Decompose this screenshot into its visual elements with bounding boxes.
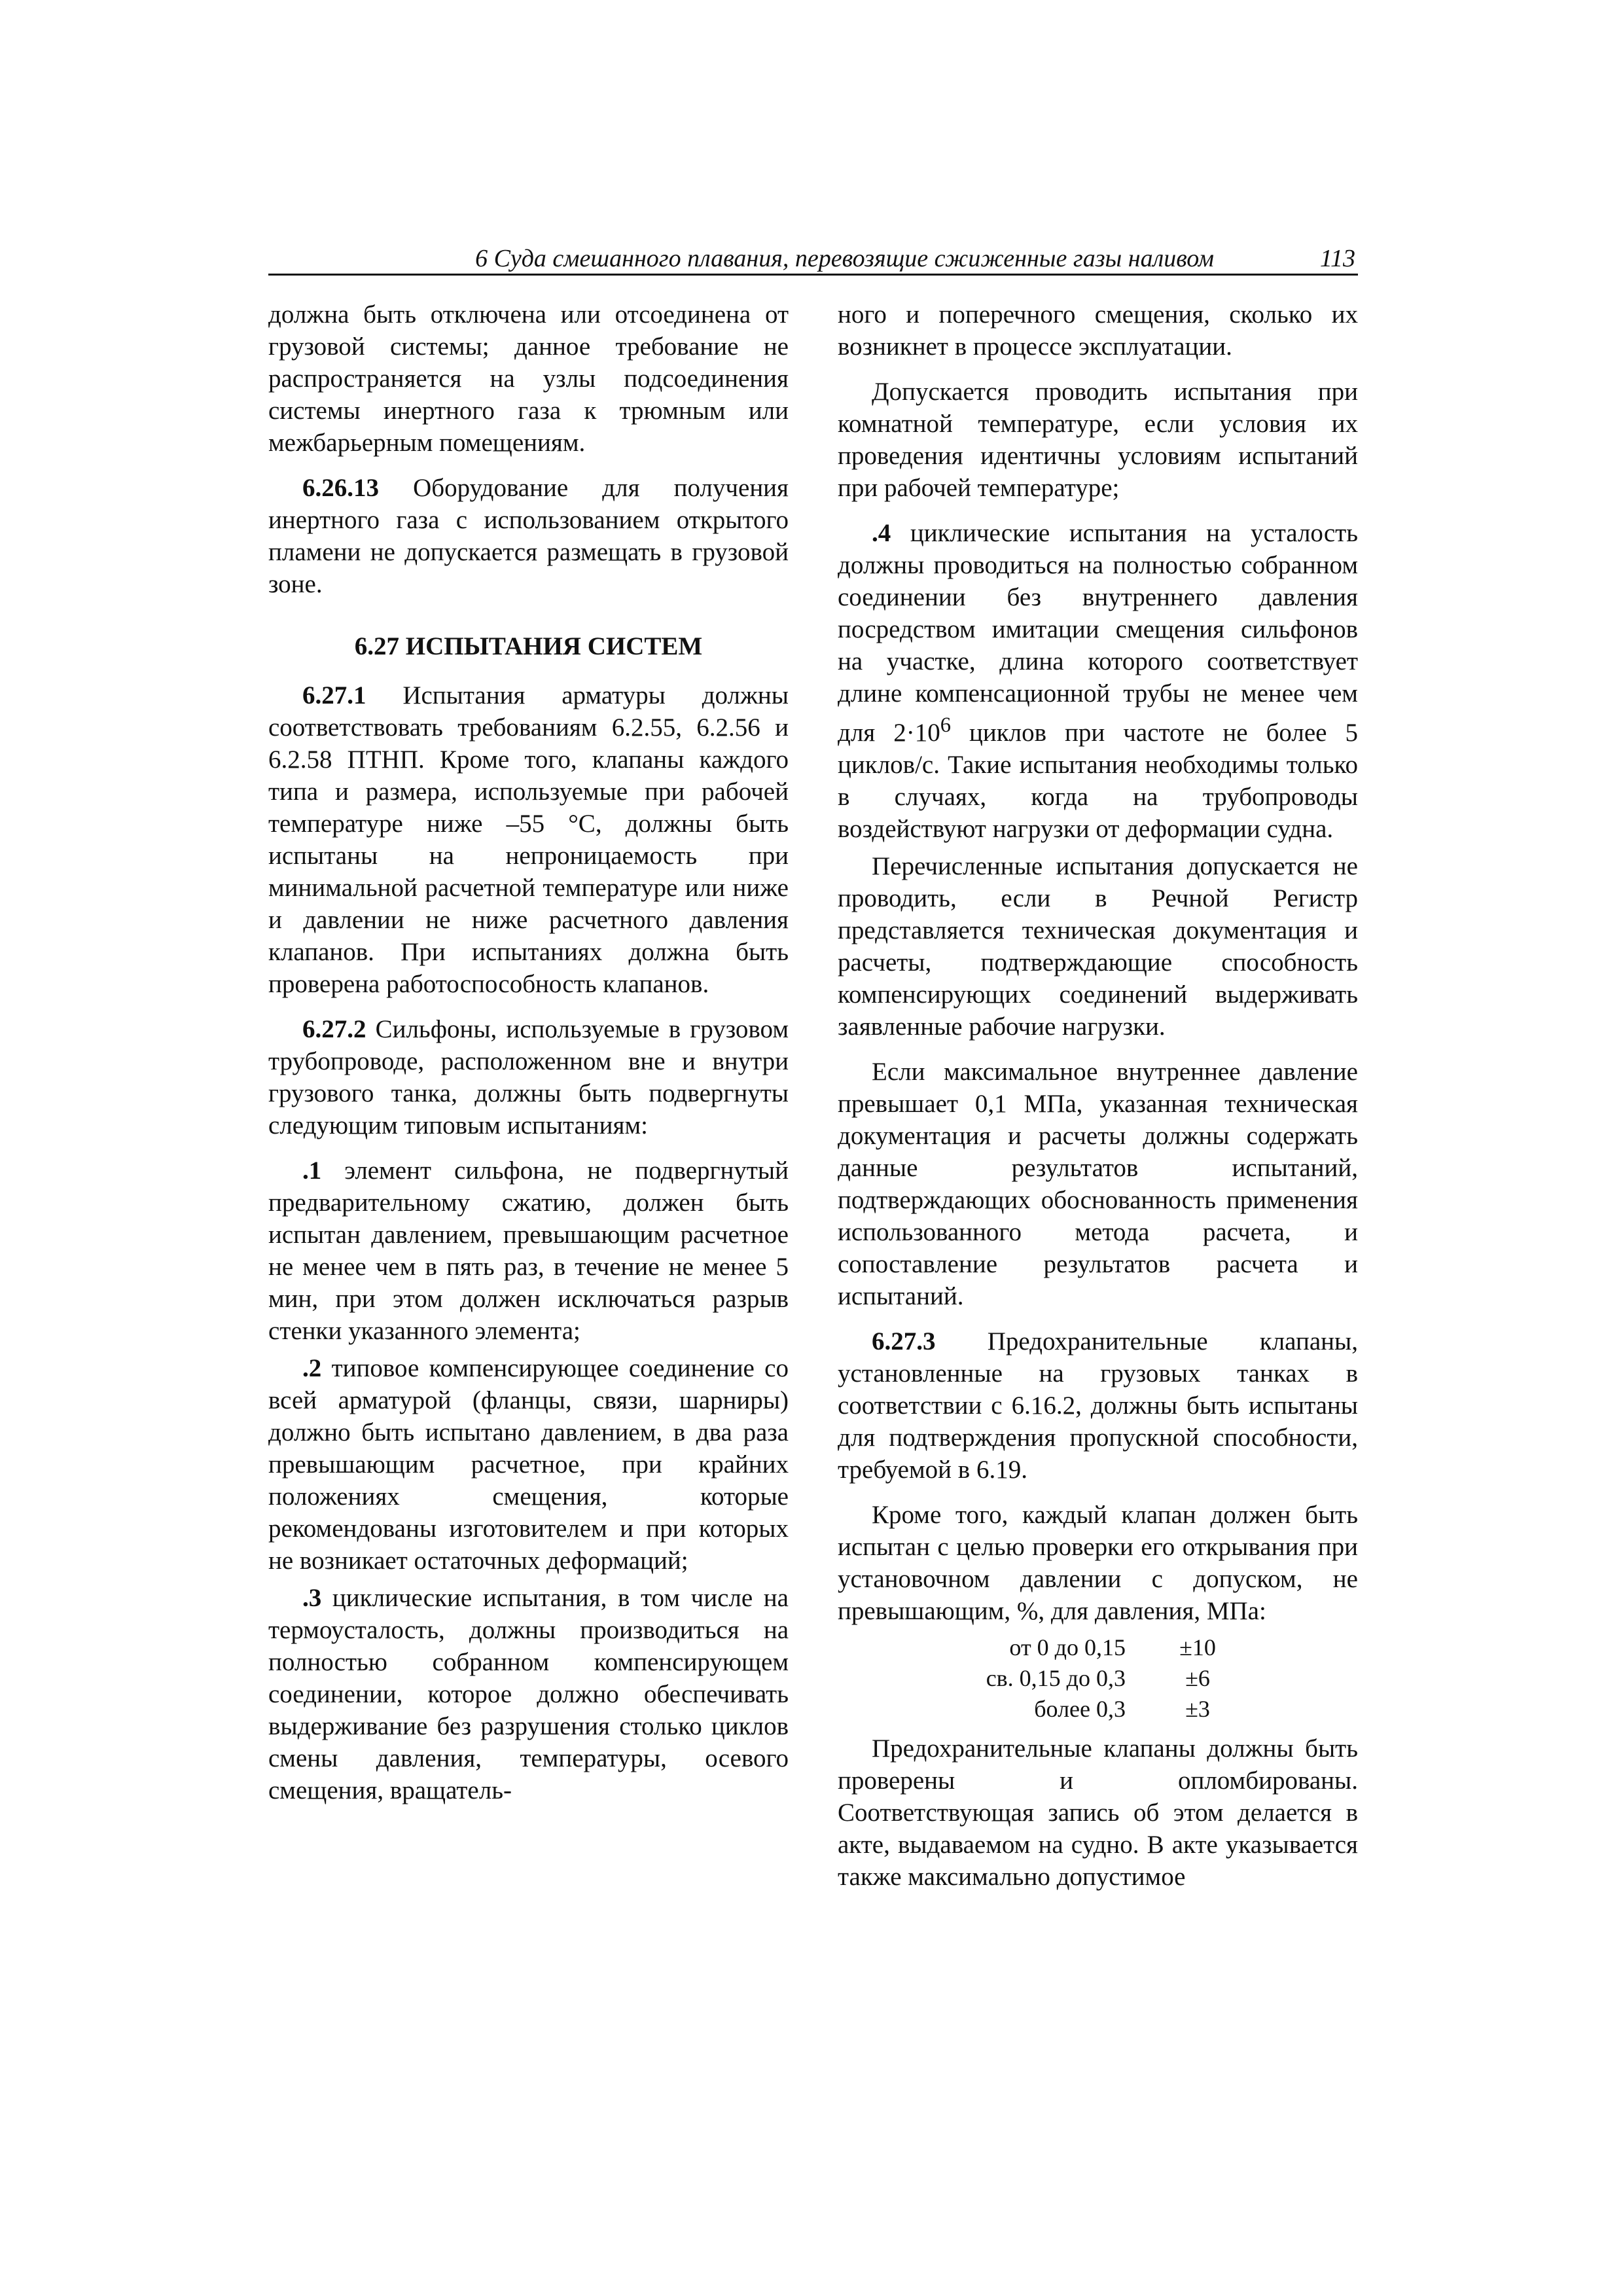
running-header: [268, 237, 1358, 276]
pressure-range: св. 0,15 до 0,3: [986, 1665, 1126, 1691]
clause-number: 6.27.3: [872, 1327, 936, 1355]
left-column: [268, 298, 789, 1812]
item-text: циклические испытания на усталость должны проводиться на полностью собранном соединении без внутреннего давления посредством имитации смещения сильфонов на участке, длина которого соответствует длине компенсационной трубы не менее чем для 2·10: [838, 519, 1359, 747]
right-column: [838, 298, 1358, 1906]
tolerance-value: ±3: [1185, 1696, 1210, 1722]
tolerance-row: [838, 1694, 1358, 1725]
clause-text: Сильфоны, используемые в грузовом трубопроводе, расположенном вне и внутри грузового танка, должны быть подвергнуты следующим типовым испытаниям:: [268, 1015, 789, 1139]
paragraph-6-27-1: [268, 679, 789, 1000]
item-number: .3: [302, 1584, 322, 1612]
paragraph: Если максимальное внутреннее давление превышает 0,1 МПа, указанная техническая документация и расчеты должны содержать данные результатов испытаний, подтверждающих обоснованность применения использованного метода расчета, и сопоставление результатов расчета и испытаний.: [838, 1058, 1358, 1310]
item-text: элемент сильфона, не подвергнутый предварительному сжатию, должен быть испытан давлением, превышающим расчетное не менее чем в пять раз, в течение не менее 5 мин, при этом должен исключаться разрыв стенки указанного элемента;: [268, 1157, 789, 1345]
list-item-1: [268, 1155, 789, 1347]
paragraph: Допускается проводить испытания при комнатной температуре, если условия их проведения идентичны условиям испытаний при рабочей температуре;: [838, 378, 1358, 502]
paragraph-6-27-3: [838, 1325, 1358, 1486]
list-item-3: [268, 1582, 789, 1806]
item-text: циклов при частоте не более 5 циклов/с. Такие испытания необходимы только в случаях, когда на трубопроводы воздействуют нагрузки от деформации судна.: [838, 719, 1358, 843]
clause-number: 6.27.2: [302, 1015, 366, 1043]
page-number: 113: [1319, 245, 1355, 272]
tolerance-row: [838, 1663, 1358, 1694]
list-item-4: [838, 517, 1358, 845]
item-text: циклические испытания, в том числе на термоусталость, должны производиться на полностью собранном компенсирующем соединении, которое должно обеспечивать выдерживание без разрушения столько циклов смены давления, температуры, осевого смещения, вращатель-: [268, 1584, 789, 1804]
tolerance-table: [838, 1632, 1358, 1725]
list-item-2: [268, 1352, 789, 1577]
item-number: .4: [872, 519, 891, 547]
paragraph: Кроме того, каждый клапан должен быть испытан с целью проверки его открывания при установочном давлении с допуском, не превышающим, %, для давления, МПа:: [838, 1501, 1358, 1625]
paragraph: Перечисленные испытания допускается не проводить, если в Речной Регистр представляется техническая документация и расчеты, подтверждающие способность компенсирующих соединений выдерживать заявленные рабочие нагрузки.: [838, 852, 1358, 1041]
paragraph: Предохранительные клапаны должны быть проверены и опломбированы. Соответствующая запись об этом делается в акте, выдаваемом на судно. В акте указывается также максимально допустимое: [838, 1734, 1358, 1891]
tolerance-row: [838, 1632, 1358, 1663]
item-text: типовое компенсирующее соединение со всей арматурой (фланцы, связи, шарниры) должно быть испытано давлением, в два раза превышающим расчетное, при крайних положениях смещения, которые рекомендованы изготовителем и при которых не возникает остаточных деформаций;: [268, 1354, 789, 1575]
paragraph-continued: должна быть отключена или отсоединена от грузовой системы; данное требование не распространяется на узлы подсоединения системы инертного газа к трюмным или межбарьерным помещениям.: [268, 300, 789, 457]
paragraph-6-27-2: [268, 1013, 789, 1141]
tolerance-value: ±6: [1185, 1665, 1210, 1691]
pressure-range: более 0,3: [1034, 1696, 1126, 1722]
pressure-range: от 0 до 0,15: [1009, 1634, 1126, 1660]
item-number: .2: [302, 1354, 322, 1382]
clause-text: Предохранительные клапаны, установленные на грузовых танках в соответствии с 6.16.2, должны быть испытаны для подтверждения пропускной способности, требуемой в 6.19.: [838, 1327, 1358, 1484]
clause-number: 6.27.1: [302, 681, 366, 709]
clause-text: Испытания арматуры должны соответствовать требованиям 6.2.55, 6.2.56 и 6.2.58 ПТНП. Кроме того, клапаны каждого типа и размера, используемые при рабочей температуре ниже –55 °С, должны быть испытаны на непроницаемость при минимальной расчетной температуре или ниже и давлении не ниже расчетного давления клапанов. При испытаниях должна быть проверена работоспособность клапанов.: [268, 681, 789, 998]
running-title: 6 Суда смешанного плавания, перевозящие сжиженные газы наливом: [475, 245, 1214, 272]
section-heading: 6.27 ИСПЫТАНИЯ СИСТЕМ: [354, 632, 703, 660]
paragraph-continued: ного и поперечного смещения, сколько их возникнет в процессе эксплуатации.: [838, 300, 1358, 361]
paragraph-6-26-13: [268, 472, 789, 600]
exponent: 6: [940, 713, 951, 737]
tolerance-value: ±10: [1179, 1634, 1216, 1660]
item-number: .1: [302, 1157, 322, 1185]
clause-text: Оборудование для получения инертного газа с использованием открытого пламени не допускается размещать в грузовой зоне.: [268, 474, 789, 598]
clause-number: 6.26.13: [302, 474, 379, 502]
